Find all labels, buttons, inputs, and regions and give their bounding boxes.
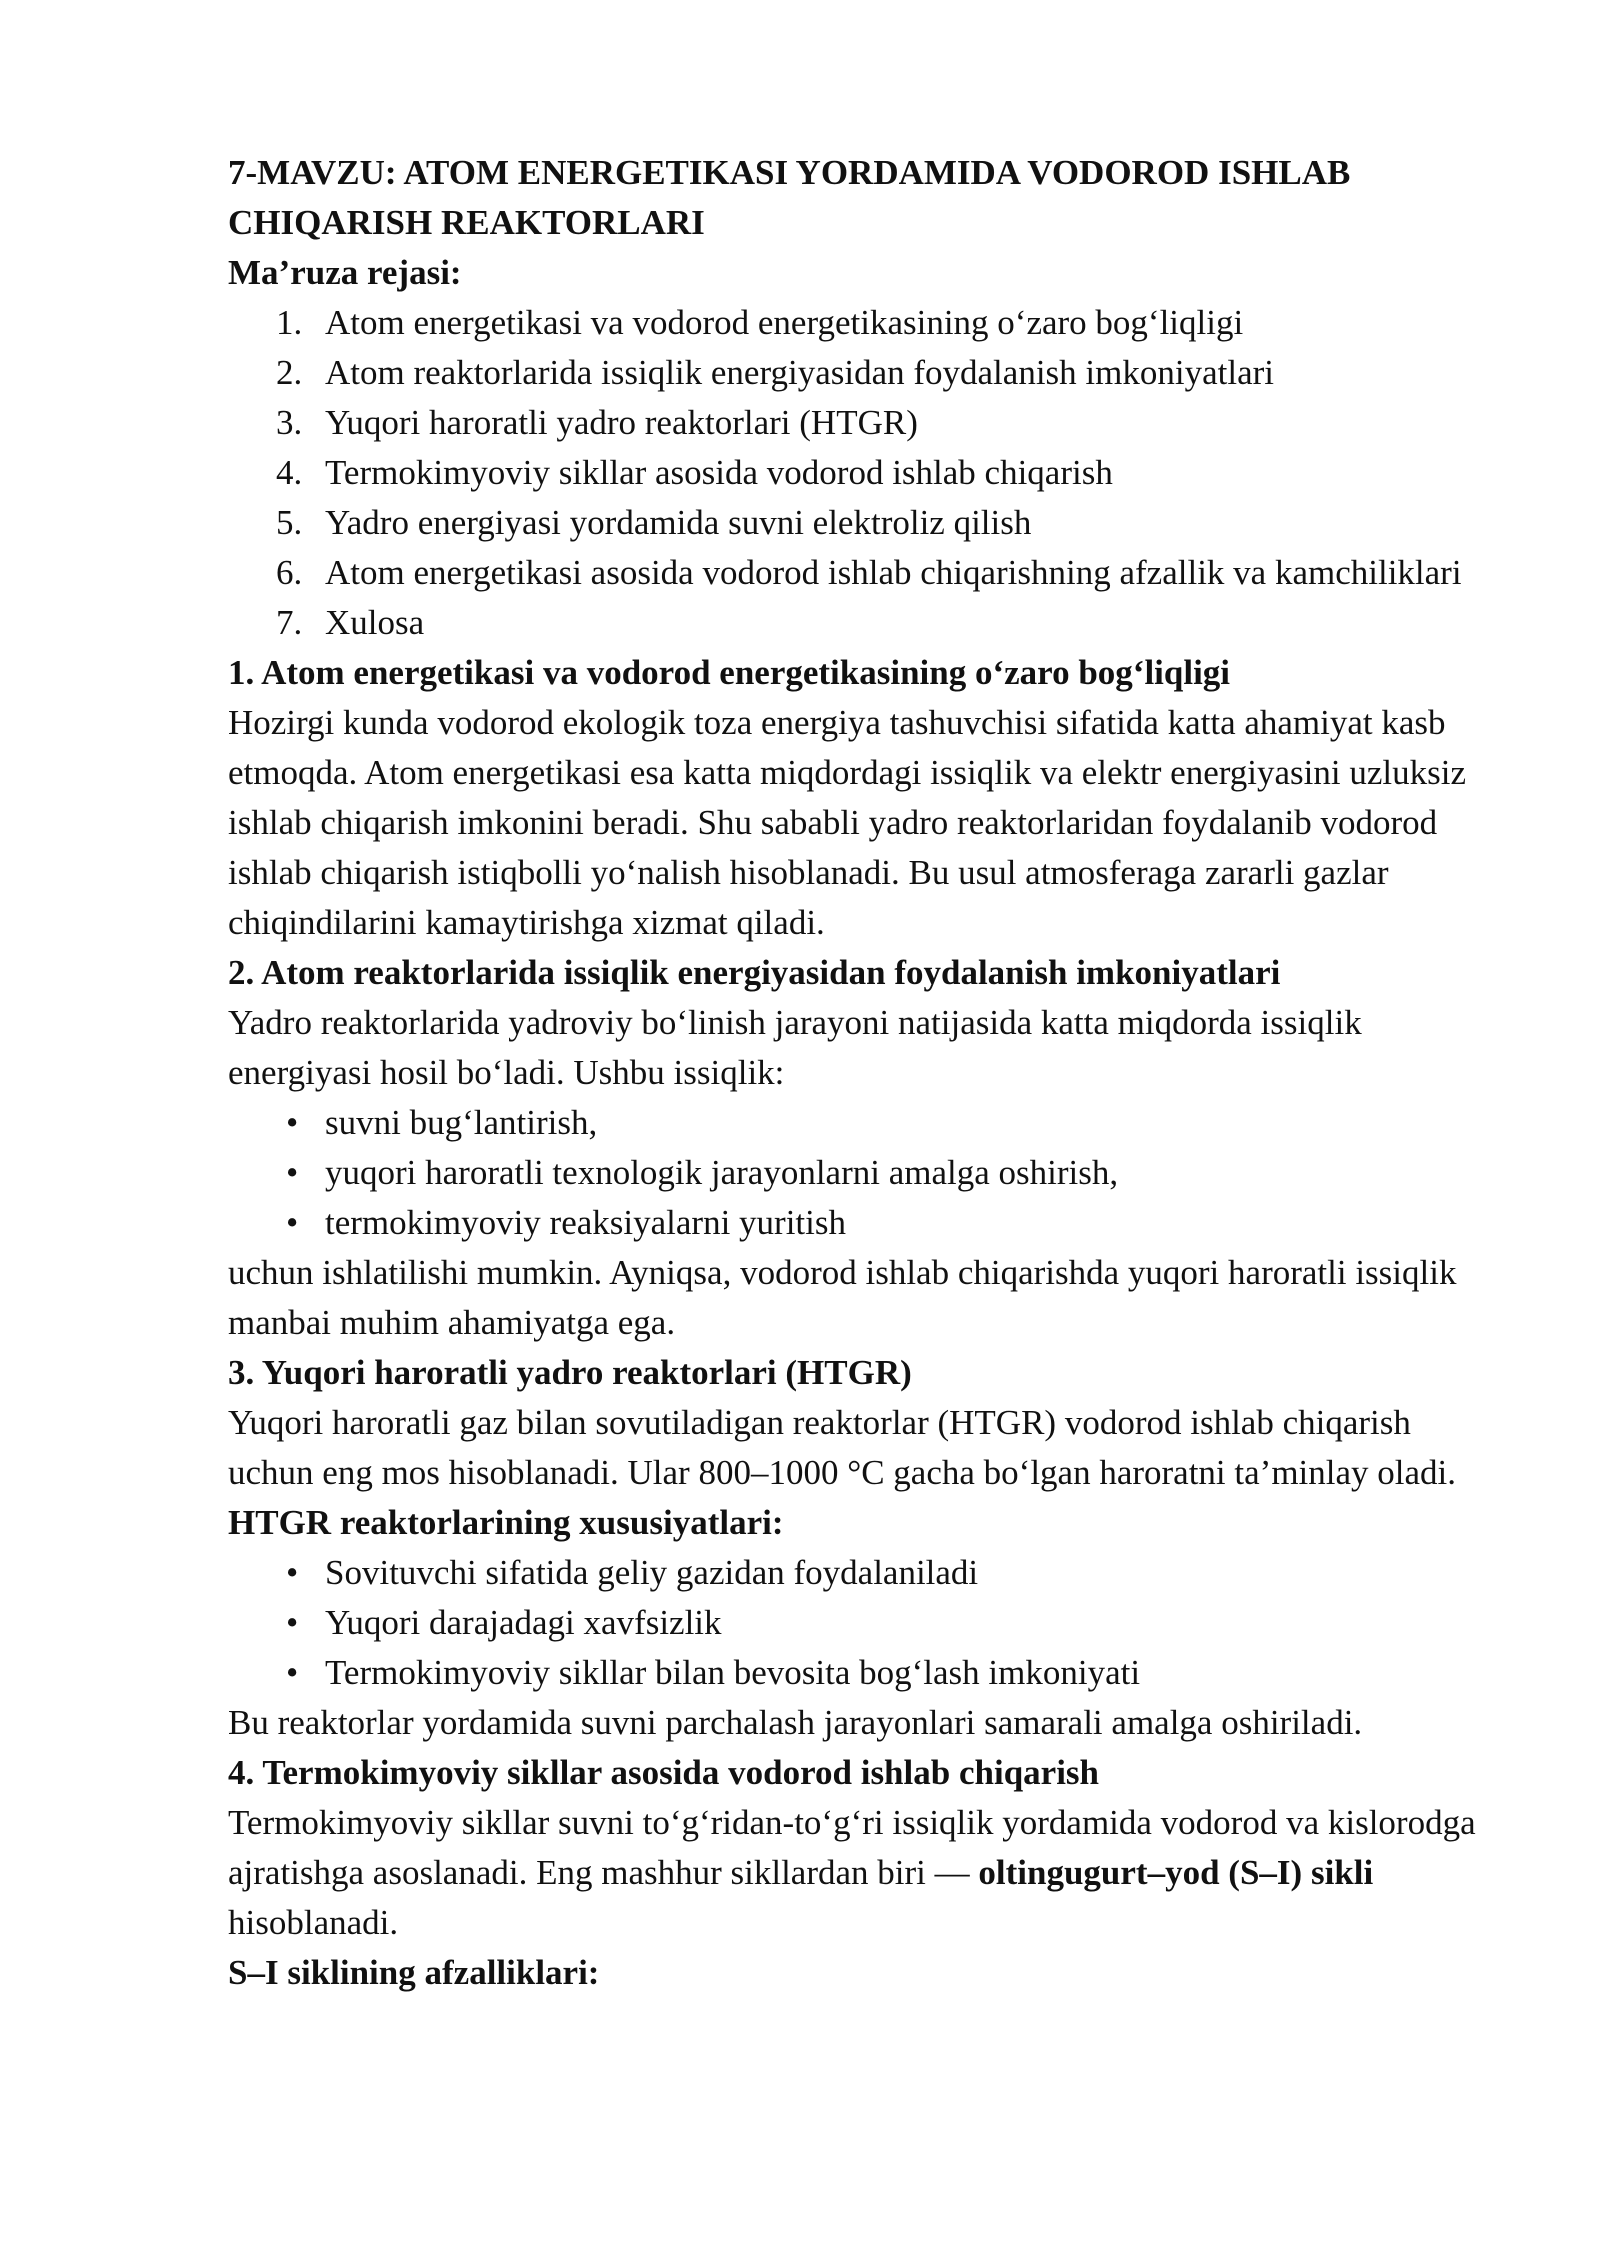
bullet-text: suvni bug‘lantirish, <box>325 1103 598 1142</box>
plan-item-number: 4. <box>276 453 303 492</box>
plan-item-number: 7. <box>276 603 303 642</box>
plan-item-text: Yadro energiyasi yordamida suvni elektroliz qilish <box>325 503 1032 542</box>
plan-item <box>228 298 1488 348</box>
bullet-text: yuqori haroratli texnologik jarayonlarni amalga oshirish, <box>325 1153 1119 1192</box>
plan-item <box>228 398 1488 448</box>
plan-item-number: 1. <box>276 303 303 342</box>
section-1-paragraph: Hozirgi kunda vodorod ekologik toza energiya tashuvchisi sifatida katta ahamiyat kasb etmoqda. Atom energetikasi esa katta miqdordagi issiqlik va elektr energiyasini uzluksiz ishlab chiqarish imkonini beradi. Shu sababli yadro reaktorlaridan foydalanib vodorod ishlab chiqarish istiqbolli yo‘nalish hisoblanadi. Bu usul atmosferaga zararli gazlar chiqindilarini kamaytirishga xizmat qiladi. <box>228 703 1466 942</box>
section-3-paragraph: Yuqori haroratli gaz bilan sovutiladigan reaktorlar (HTGR) vodorod ishlab chiqarish uchun eng mos hisoblanadi. Ular 800–1000 °C gacha bo‘lgan haroratni ta’minlay oladi. <box>228 1403 1457 1492</box>
bullet-text: Yuqori darajadagi xavfsizlik <box>325 1603 722 1642</box>
plan-item-text: Atom energetikasi va vodorod energetikasining o‘zaro bog‘liqligi <box>325 303 1244 342</box>
plan-item-text: Yuqori haroratli yadro reaktorlari (HTGR) <box>325 403 918 442</box>
bullet-icon: • <box>286 1103 299 1142</box>
section-2-heading: 2. Atom reaktorlarida issiqlik energiyasidan foydalanish imkoniyatlari <box>228 953 1281 992</box>
section-3-heading: 3. Yuqori haroratli yadro reaktorlari (HTGR) <box>228 1353 912 1392</box>
bullet-item <box>228 1598 1488 1648</box>
plan-item-number: 5. <box>276 503 303 542</box>
bullet-icon: • <box>286 1153 299 1192</box>
bullet-icon: • <box>286 1603 299 1642</box>
bullet-icon: • <box>286 1203 299 1242</box>
section-2-continuation: uchun ishlatilishi mumkin. Ayniqsa, vodorod ishlab chiqarishda yuqori haroratli issiqlik manbai muhim ahamiyatga ega. <box>228 1253 1457 1342</box>
bullet-item <box>228 1548 1488 1598</box>
bullet-item <box>228 1098 1488 1148</box>
section-4-heading: 4. Termokimyoviy sikllar asosida vodorod ishlab chiqarish <box>228 1753 1100 1792</box>
plan-item <box>228 498 1488 548</box>
plan-item-text: Termokimyoviy sikllar asosida vodorod ishlab chiqarish <box>325 453 1113 492</box>
section-1-heading: 1. Atom energetikasi va vodorod energetikasining o‘zaro bog‘liqligi <box>228 653 1231 692</box>
section-4-paragraph-end: hisoblanadi. <box>228 1903 399 1942</box>
bullet-item <box>228 1198 1488 1248</box>
section-4-paragraph-start: Termokimyoviy sikllar suvni to‘g‘ridan-to‘g‘ri issiqlik yordamida vodorod va kislorodga ajratishga asoslanadi. Eng mashhur sikllardan biri — <box>228 1803 1476 1892</box>
section-3-bullet-list <box>228 1548 1488 1698</box>
plan-item-number: 3. <box>276 403 303 442</box>
section-3-closing: Bu reaktorlar yordamida suvni parchalash jarayonlari samarali amalga oshiriladi. <box>228 1703 1363 1742</box>
bullet-item <box>228 1648 1488 1698</box>
plan-heading: Ma’ruza rejasi: <box>228 253 462 292</box>
bullet-text: Sovituvchi sifatida geliy gazidan foydalaniladi <box>325 1553 979 1592</box>
section-4-subheading: S–I siklining afzalliklari: <box>228 1953 600 1992</box>
bullet-text: Termokimyoviy sikllar bilan bevosita bog‘lash imkoniyati <box>325 1653 1141 1692</box>
plan-item <box>228 348 1488 398</box>
plan-item-text: Atom reaktorlarida issiqlik energiyasidan foydalanish imkoniyatlari <box>325 353 1274 392</box>
plan-item <box>228 598 1488 648</box>
document-title: 7-MAVZU: ATOM ENERGETIKASI YORDAMIDA VODOROD ISHLAB CHIQARISH REAKTORLARI <box>228 153 1351 242</box>
bullet-icon: • <box>286 1553 299 1592</box>
section-4-paragraph <box>228 1798 1488 1948</box>
bullet-text: termokimyoviy reaksiyalarni yuritish <box>325 1203 847 1242</box>
plan-item-number: 2. <box>276 353 303 392</box>
section-4-paragraph-bold: oltingugurt–yod (S–I) sikli <box>978 1853 1374 1892</box>
plan-item <box>228 548 1488 598</box>
section-3-subheading: HTGR reaktorlarining xususiyatlari: <box>228 1503 784 1542</box>
plan-item <box>228 448 1488 498</box>
plan-item-number: 6. <box>276 553 303 592</box>
plan-list <box>228 298 1488 648</box>
document-page <box>228 148 1488 1998</box>
bullet-icon: • <box>286 1653 299 1692</box>
bullet-item <box>228 1148 1488 1198</box>
plan-item-text: Atom energetikasi asosida vodorod ishlab chiqarishning afzallik va kamchiliklari <box>325 553 1462 592</box>
section-2-bullet-list <box>228 1098 1488 1248</box>
plan-item-text: Xulosa <box>325 603 425 642</box>
section-2-paragraph: Yadro reaktorlarida yadroviy bo‘linish jarayoni natijasida katta miqdorda issiqlik energiyasi hosil bo‘ladi. Ushbu issiqlik: <box>228 1003 1362 1092</box>
